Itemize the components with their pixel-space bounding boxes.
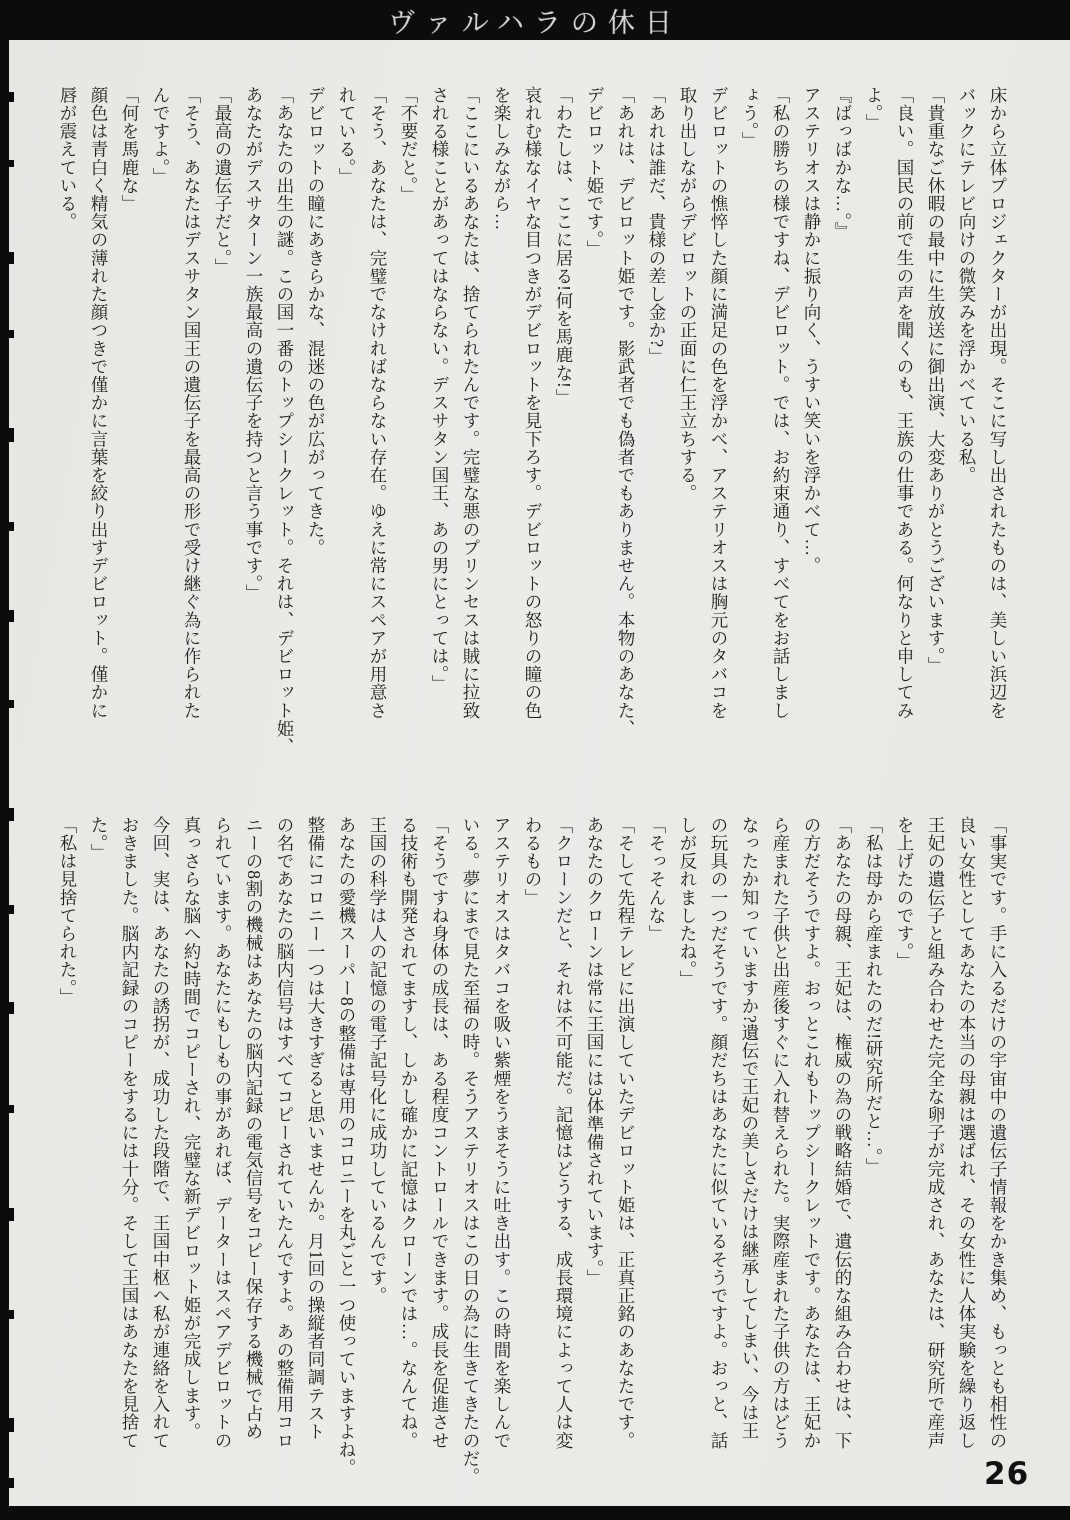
story-text-top <box>52 86 1013 780</box>
text-line: 取り出しながらデビロットの正面に仁王立ちする。 <box>678 86 698 503</box>
text-line: 「私の勝ちの様ですね、デビロット。では、お約束通り、すべてをお話しまし <box>771 86 791 720</box>
text-line: 「私は母から産まれたのだ!研究所だと…。」 <box>864 816 884 1176</box>
text-line: わるもの」 <box>523 816 543 907</box>
text-line: を楽しみながら… <box>492 86 512 231</box>
text-line: 唇が震えている。 <box>58 86 78 231</box>
text-line: 「何を馬鹿な」 <box>120 86 140 213</box>
text-line: デビロットの憔悴した顔に満足の色を浮かべ、アステリオスは胸元のタバコを <box>709 86 729 720</box>
text-line: 整備にコロニー一つは大きすぎると思いませんか。月1回の操縦者同調テスト <box>306 816 326 1441</box>
text-line: る技術も開発されてますし、しかし確かに記憶はクローンでは…。なんてね。 <box>399 816 419 1450</box>
text-line: 「貴重なご休暇の最中に生放送に御出演、大変ありがとうございます。」 <box>926 86 946 675</box>
text-line: 「ここにいるあなたは、捨てられたんです。完璧な悪のプリンセスは賊に拉致 <box>461 86 481 720</box>
text-line: される様ことがあってはならない。デスサタン国王、あの男にとっては。」 <box>430 86 450 693</box>
text-line: 床から立体プロジェクターが出現。そこに写し出されたものは、美しい浜辺を <box>988 86 1008 720</box>
text-line: よ。」 <box>864 86 884 132</box>
text-line: あなたがデスサターン一族最高の遺伝子を持つと言う事です。」 <box>244 86 264 603</box>
text-line: 「最高の遺伝子だと。」 <box>213 86 233 277</box>
text-line: 顔色は青白く精気の薄れた顔つきで僅かに言葉を絞り出すデビロット。僅かに <box>89 86 109 720</box>
text-line: なったか知っていますか?遺伝で王妃の美しさだけは継承してしまい、今は王 <box>740 816 760 1440</box>
text-line: 「そして先程テレビに出演していたデビロット姫は、正真正銘のあなたです。 <box>616 816 636 1450</box>
text-line: しが反れましたね。」 <box>678 816 698 989</box>
text-line: の方だそうですよ。おっとこれもトップシークレットです。あなたは、王妃か <box>802 816 822 1450</box>
text-line: 「あなたの母親、王妃は、権威の為の戦略結婚で、遺伝的な組み合わせは、下 <box>833 816 853 1450</box>
text-line: アステリオスはタバコを吸い紫煙をうまそうに吐き出す。この時間を楽しんで <box>492 816 512 1450</box>
text-line: 良い女性としてあなたの本当の母親は選ばれ、その女性に人体実験を繰り返し <box>957 816 977 1450</box>
text-line: あなたのクローンは常に王国には3体準備されています。」 <box>585 816 605 1288</box>
text-line: デビロットの瞳にあきらかな、混迷の色が広がってきた。 <box>306 86 326 557</box>
header-bar <box>0 0 1070 40</box>
text-line: いる。夢にまで見た至福の時。そうアステリオスはこの日の為に生きてきたのだ。 <box>461 816 481 1486</box>
text-line: 「あれは、デビロット姫です。影武者でも偽者でもありません。本物のあなた、 <box>616 86 636 738</box>
text-line: 「不要だと。」 <box>399 86 419 204</box>
page-number: 26 <box>984 1456 1030 1492</box>
text-line: アステリオスは静かに振り向く、うすい笑いを浮かべて…。 <box>802 86 822 575</box>
text-line: た。」 <box>89 816 109 862</box>
text-line: おきました。脳内記録のコピーをするには十分。そして王国はあなたを見捨て <box>120 816 140 1450</box>
text-line: 「そっそんな」 <box>647 816 667 943</box>
text-line: 「そう、あなたは、完璧でなければならない存在。ゆえに常にスペアが用意さ <box>368 86 388 720</box>
text-line: バックにテレビ向けの微笑みを浮かべている私。 <box>957 86 977 485</box>
text-line: を上げたのです。」 <box>895 816 915 971</box>
story-text-bottom <box>52 816 1013 1510</box>
text-line: の玩具の一つだそうです。顔だちはあなたに似ているそうですよ。おっと、話 <box>709 816 729 1450</box>
scan-edge-left <box>0 0 9 1520</box>
text-line: ょう。」 <box>740 86 760 150</box>
text-line: あなたの愛機スーパー8の整備は専用のコロニーを丸ごと一つ使っていますよね。 <box>337 816 357 1477</box>
text-line: んですよ。」 <box>151 86 171 186</box>
text-line: 真っさらな脳へ約2時間でコピーされ、完璧な新デビロット姫が完成します。 <box>182 816 202 1441</box>
scan-edge-bottom <box>0 1506 1070 1520</box>
text-line: ら産まれた子供と出産後すぐに入れ替えられた。実際産まれた子供の方はどう <box>771 816 791 1450</box>
text-line: 『ばっばかな…。』 <box>833 86 853 241</box>
text-line: 「事実です。手に入るだけの宇宙中の遺伝子情報をかき集め、もっとも相性の <box>988 816 1008 1450</box>
text-line: 今回、実は、あなたの誘拐が、成功した段階で、王国中枢へ私が連絡を入れて <box>151 816 171 1450</box>
text-line: 「そう、あなたはデスサタン国王の遺伝子を最高の形で受け継ぐ為に作られた <box>182 86 202 720</box>
text-line: 「わたしは、ここに居る!何を馬鹿な!」 <box>554 86 574 407</box>
text-line: 王妃の遺伝子と組み合わせた完全な卵子が完成され、あなたは、研究所で産声 <box>926 816 946 1450</box>
text-line: の名であなたの脳内信号はすべてコピーされていたんですよ。あの整備用コロ <box>275 816 295 1450</box>
text-line: デビロット姫です。」 <box>585 86 605 259</box>
text-line: 「良い。国民の前で生の声を聞くのも、王族の仕事である。何なりと申してみ <box>895 86 915 720</box>
text-line: 「私は見捨てられた。」 <box>58 816 78 1007</box>
page-title: ヴァルハラの休日 <box>388 7 682 38</box>
text-line: ニーの8割の機械はあなたの脳内記録の電気信号をコピー保存する機械で占め <box>244 816 264 1441</box>
text-line: 「そうですね身体の成長は、ある程度コントロールできます。成長を促進させ <box>430 816 450 1450</box>
text-line: れている。」 <box>337 86 357 186</box>
text-line: 哀れむ様なイヤな目つきがデビロットを見下ろす。デビロットの怒りの瞳の色 <box>523 86 543 720</box>
text-line: 王国の科学は人の記憶の電子記号化に成功しているんです。 <box>368 816 388 1305</box>
text-line: 「クローンだと、それは不可能だ。記憶はどうする、成長環境によって人は変 <box>554 816 574 1450</box>
text-line: 「あなたの出生の謎。この国一番のトップシークレット。それは、デビロット姫、 <box>275 86 295 756</box>
text-line: られています。あなたにもしもの事があれば、データーはスペアデビロットの <box>213 816 233 1450</box>
text-line: 「あれは誰だ、貴様の差し金か?」 <box>647 86 667 366</box>
